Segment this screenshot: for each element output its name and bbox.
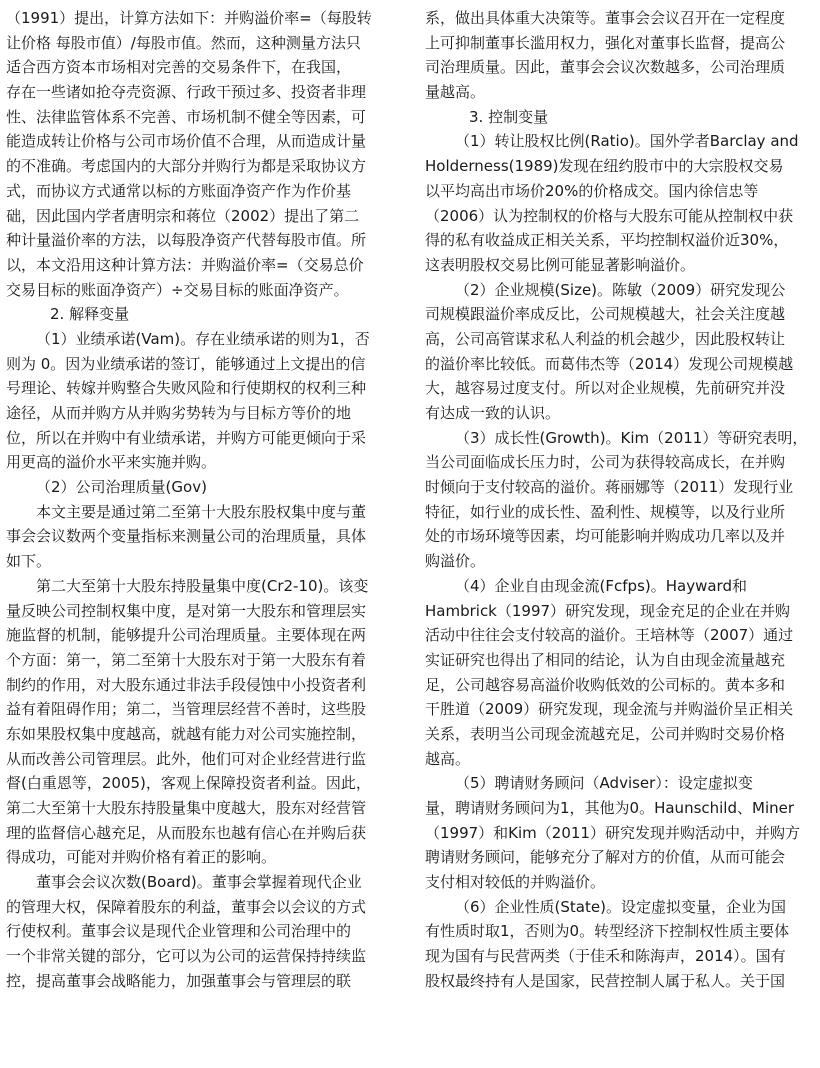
right-column-text-line: 股权最终持有人是国家，民营控制人属于私人。关于国 [425, 971, 786, 990]
left-column [6, 6, 398, 994]
right-column-text-line: 处的市场环境等因素，均可能影响并购成功几率以及并 [425, 527, 786, 546]
left-column-text-line: 的管理大权，保障着股东的利益，董事会以会议的方式 [6, 897, 367, 916]
left-column-text-line: 则为 0。因为业绩承诺的签订，能够通过上文提出的信 [6, 354, 366, 373]
left-column-text-line: 得成功，可能对并购价格有着正的影响。 [6, 848, 277, 867]
right-column-text-line: 量越高。 [425, 83, 486, 102]
left-column-text-line: 从而改善公司管理层。此外，他们可对企业经营进行监 [6, 749, 367, 768]
left-column-text-line: 董事会会议次数(Board)。董事会掌握着现代企业 [36, 873, 362, 892]
right-column-text-line: 上可抑制董事长滥用权力，强化对董事长监督，提高公 [425, 33, 786, 52]
right-column-text-line: 高，公司高管谋求私人利益的机会越少，因此股权转让 [425, 329, 786, 348]
left-column-text-line: （1991）提出，计算方法如下：并购溢价率=（每股转 [6, 9, 372, 27]
left-column-text-line: 途径，从而并购方从并购劣势转为与目标方等价的地 [6, 404, 352, 422]
left-column-text-line: 本文主要是通过第二至第十大股东股权集中度与董 [36, 502, 367, 521]
right-column-text-line: 当公司面临成长压力时，公司为获得较高成长，在并购 [425, 453, 786, 472]
right-column-text-line: 有性质时取1，否则为0。转型经济下控制权性质主要体 [425, 922, 790, 941]
right-column-text-line: 活动中往往会支付较高的溢价。王培林等（2007）通过 [425, 626, 794, 645]
right-column-text-line: （1997）和Kim（2011）研究发现并购活动中，并购方 [425, 823, 800, 842]
right-column-text-line: 时倾向于支付较高的溢价。蒋丽娜等（2011）发现行业 [425, 478, 794, 497]
left-column-text-line: 益有着阻碍作用；第二，当管理层经营不善时，这些股 [6, 700, 367, 719]
right-column-text-line: （4）企业自由现金流(Fcfps)。Hayward和 [455, 576, 747, 595]
left-column-text-line: 交易目标的账面净资产）÷交易目标的账面净资产。 [6, 280, 349, 299]
right-column-text-line: 足，公司越容易高溢价收购低效的公司标的。黄本多和 [425, 675, 786, 694]
left-column-text-line: 理的监督信心越充足，从而股东也越有信心在并购后获 [6, 823, 367, 842]
left-column-text-line: （2）公司治理质量(Gov) [36, 478, 207, 497]
right-column-text-line: 司规模跟溢价率成反比，公司规模越大，社会关注度越 [425, 305, 786, 324]
right-column-text-line: 支付相对较低的并购溢价。 [425, 873, 606, 892]
right-column-text-line: 司治理质量。因此，董事会会议次数越多，公司治理质 [425, 58, 786, 77]
left-column-text-line: 一个非常关键的部分，它可以为公司的运营保持持续监 [6, 947, 367, 966]
left-column-text-line: 能造成转让价格与公司市场价值不合理，从而造成计量 [6, 132, 367, 151]
right-column-text-line: 的溢价率比较低。而葛伟杰等（2014）发现公司规模越 [425, 354, 794, 373]
right-column-text-line: （6）企业性质(State)。设定虚拟变量，企业为国 [455, 897, 786, 916]
right-column-text-line: 量，聘请财务顾问为1，其他为0。Haunschild、Miner [425, 799, 795, 817]
left-column-text-line: （1）业绩承诺(Vam)。存在业绩承诺的则为1，否 [36, 329, 370, 348]
left-column-text-line: 用更高的溢价水平来实施并购。 [6, 453, 217, 472]
right-column-text-line: （2006）认为控制权的价格与大股东可能从控制权中获 [425, 206, 794, 225]
right-column-text-line: 关系，表明当公司现金流越充足，公司并购时交易价格 [425, 724, 786, 743]
left-column-text-line: 第二大至第十大股东持股量集中度越大，股东对经营管 [6, 799, 367, 817]
right-column-text-line: 这表明股权交易比例可能显著影响溢价。 [425, 255, 696, 274]
left-column-text-line: 事会会议数两个变量指标来测量公司的治理质量，具体 [6, 527, 367, 546]
right-column-text-line: 现为国有与民营两类（于佳禾和陈海声，2014）。国有 [425, 947, 786, 966]
right-column-text-line: （3）成长性(Growth)。Kim（2011）等研究表明， [455, 428, 808, 447]
right-column-text-line: 大，越容易过度支付。所以对企业规模，先前研究并没 [425, 379, 786, 398]
right-column-text-line: （1）转让股权比例(Ratio)。国外学者Barclay and [455, 132, 799, 151]
right-column-text-line: 购溢价。 [425, 552, 486, 571]
right-column-text-line: 有达成一致的认识。 [425, 404, 561, 422]
left-column-text-line: 个方面：第一，第二至第十大股东对于第一大股东有着 [6, 650, 367, 669]
left-column-text-line: 量反映公司控制权集中度，是对第一大股东和管理层实 [6, 601, 367, 620]
left-column-text-line: 东如果股权集中度越高，就越有能力对公司实施控制， [6, 724, 367, 743]
right-column-text-line: 得的私有收益成正相关关系，平均控制权溢价近30%， [425, 231, 789, 250]
right-column-text-line: 聘请财务顾问，能够充分了解对方的价值，从而可能会 [425, 848, 786, 867]
left-column-text-line: 督(白重恩等，2005)，客观上保障投资者利益。因此， [6, 774, 371, 793]
left-column-text-line: 式，而协议方式通常以标的方账面净资产作为作价基 [6, 181, 352, 200]
right-column-text-line: 越高。 [425, 749, 471, 768]
left-column-text-line: 号理论、转嫁并购整合失败风险和行使期权的权利三种 [6, 379, 367, 398]
left-column-text-line: 种计量溢价率的方法，以每股净资产代替每股市值。所 [6, 231, 367, 250]
right-column-text-line: 实证研究也得出了相同的结论，认为自由现金流量越充 [425, 650, 786, 669]
left-column-text-line: 适合西方资本市场相对完善的交易条件下，在我国， [6, 58, 352, 77]
right-column-text-line: 3. 控制变量 [469, 107, 549, 126]
left-column-text-line: 性、法律监管体系不完善、市场机制不健全等因素，可 [6, 107, 367, 126]
left-column-text-line: 施监督的机制，能够提升公司治理质量。主要体现在两 [6, 626, 367, 645]
left-column-text-line: 如下。 [6, 552, 52, 571]
right-column-text-line: 以平均高出市场价20%的价格成交。国内徐信忠等 [425, 181, 759, 200]
left-column-text-line: 础，因此国内学者唐明宗和蒋位（2002）提出了第二 [6, 206, 360, 225]
left-column-text-line: 位，所以在并购中有业绩承诺，并购方可能更倾向于采 [6, 428, 367, 447]
right-column [425, 6, 817, 994]
right-column-text-line: （5）聘请财务顾问（Adviser）：设定虚拟变 [455, 774, 753, 793]
right-column-text-line: 系，做出具体重大决策等。董事会会议召开在一定程度 [425, 9, 786, 27]
left-column-text-line: 以，本文沿用这种计算方法：并购溢价率=（交易总价 [6, 255, 364, 274]
right-column-text-line: Hambrick（1997）研究发现，现金充足的企业在并购 [425, 601, 791, 620]
left-column-text-line: 的不准确。考虑国内的大部分并购行为都是采取协议方 [6, 157, 367, 176]
left-column-text-line: 行使权利。董事会议是现代企业管理和公司治理中的 [6, 922, 352, 941]
right-column-text-line: 干胜道（2009）研究发现，现金流与并购溢价呈正相关 [425, 700, 794, 719]
left-column-text-line: 2. 解释变量 [50, 305, 130, 324]
left-column-text-line: 第二大至第十大股东持股量集中度(Cr2-10)。该变 [36, 576, 369, 595]
right-column-text-line: Holderness(1989)发现在纽约股市中的大宗股权交易 [425, 157, 784, 176]
left-column-text-line: 控，提高董事会战略能力，加强董事会与管理层的联 [6, 971, 352, 990]
right-column-text-line: 特征，如行业的成长性、盈利性、规模等，以及行业所 [425, 502, 786, 521]
left-column-text-line: 制约的作用，对大股东通过非法手段侵蚀中小投资者利 [6, 675, 367, 694]
left-column-text-line: 让价格 每股市值）/每股市值。然而，这种测量方法只 [6, 33, 361, 52]
left-column-text-line: 存在一些诸如抢夺壳资源、行政干预过多、投资者非理 [6, 83, 367, 102]
right-column-text-line: （2）企业规模(Size)。陈敏（2009）研究发现公 [455, 280, 786, 299]
